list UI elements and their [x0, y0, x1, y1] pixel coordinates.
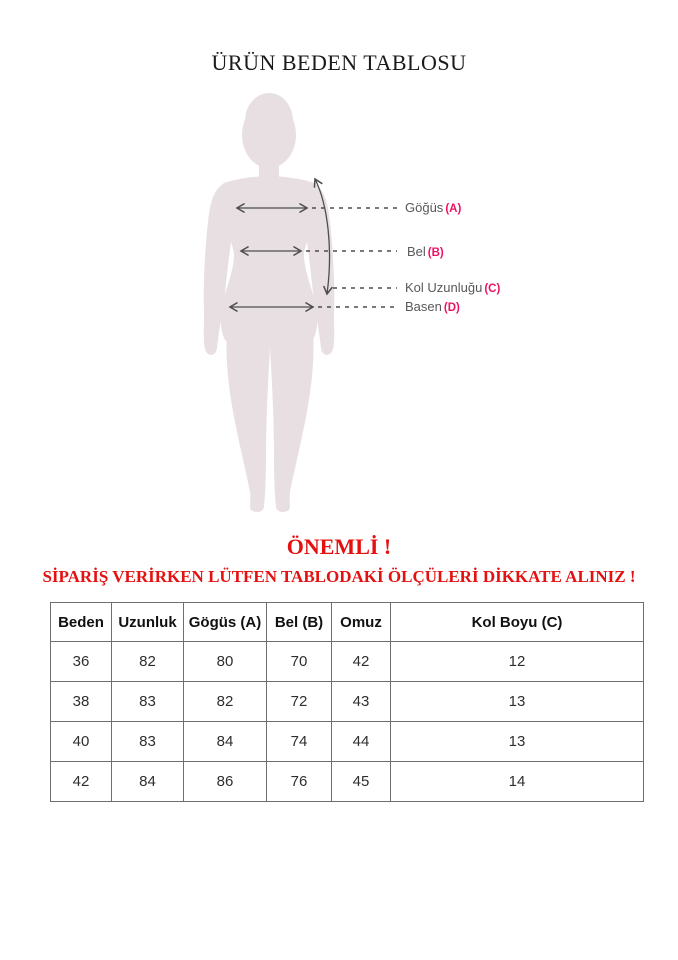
size-table-head-row	[51, 603, 644, 642]
table-cell: 70	[267, 642, 332, 682]
table-cell: 38	[51, 682, 112, 722]
table-cell: 44	[332, 722, 391, 762]
table-cell: 86	[184, 762, 267, 802]
waist-label-text: Bel	[407, 244, 426, 259]
size-table	[50, 602, 644, 802]
page-title: ÜRÜN BEDEN TABLOSU	[211, 50, 467, 75]
table-row	[51, 642, 644, 682]
hip-label-letter: (D)	[443, 302, 460, 314]
table-cell: 80	[184, 642, 267, 682]
table-cell: 72	[267, 682, 332, 722]
arm-length-label-text: Kol Uzunluğu	[405, 280, 483, 295]
table-cell: 84	[184, 722, 267, 762]
diagram-label-hip	[405, 300, 460, 315]
table-cell: 14	[391, 762, 644, 802]
table-cell: 42	[332, 642, 391, 682]
column-header: Bel (B)	[267, 603, 332, 642]
table-cell: 12	[391, 642, 644, 682]
table-row	[51, 682, 644, 722]
notice-subheading: SİPARİŞ VERİRKEN LÜTFEN TABLODAKİ ÖLÇÜLERİ DİKKATE ALINIZ !	[42, 567, 636, 586]
table-cell: 36	[51, 642, 112, 682]
table-cell: 82	[184, 682, 267, 722]
table-cell: 82	[112, 642, 184, 682]
table-row	[51, 762, 644, 802]
table-cell: 42	[51, 762, 112, 802]
column-header: Gögüs (A)	[184, 603, 267, 642]
table-cell: 13	[391, 722, 644, 762]
table-cell: 40	[51, 722, 112, 762]
table-cell: 43	[332, 682, 391, 722]
column-header: Kol Boyu (C)	[391, 603, 644, 642]
size-table-body	[51, 642, 644, 802]
table-cell: 13	[391, 682, 644, 722]
chest-label-text: Göğüs	[405, 200, 444, 215]
arm-length-label-letter: (C)	[484, 283, 501, 295]
table-cell: 76	[267, 762, 332, 802]
table-row	[51, 722, 644, 762]
table-cell: 83	[112, 722, 184, 762]
notice-heading: ÖNEMLİ !	[286, 534, 392, 559]
female-silhouette-graphic	[204, 93, 335, 512]
table-cell: 83	[112, 682, 184, 722]
table-cell: 84	[112, 762, 184, 802]
column-header: Uzunluk	[112, 603, 184, 642]
table-cell: 74	[267, 722, 332, 762]
column-header: Omuz	[332, 603, 391, 642]
hip-label-text: Basen	[405, 299, 442, 314]
waist-label-letter: (B)	[427, 247, 444, 259]
column-header: Beden	[51, 603, 112, 642]
diagram-label-chest	[405, 201, 461, 216]
diagram-label-waist	[407, 245, 444, 260]
table-cell: 45	[332, 762, 391, 802]
chest-label-letter: (A)	[445, 203, 462, 215]
diagram-label-arm-length	[405, 281, 500, 296]
